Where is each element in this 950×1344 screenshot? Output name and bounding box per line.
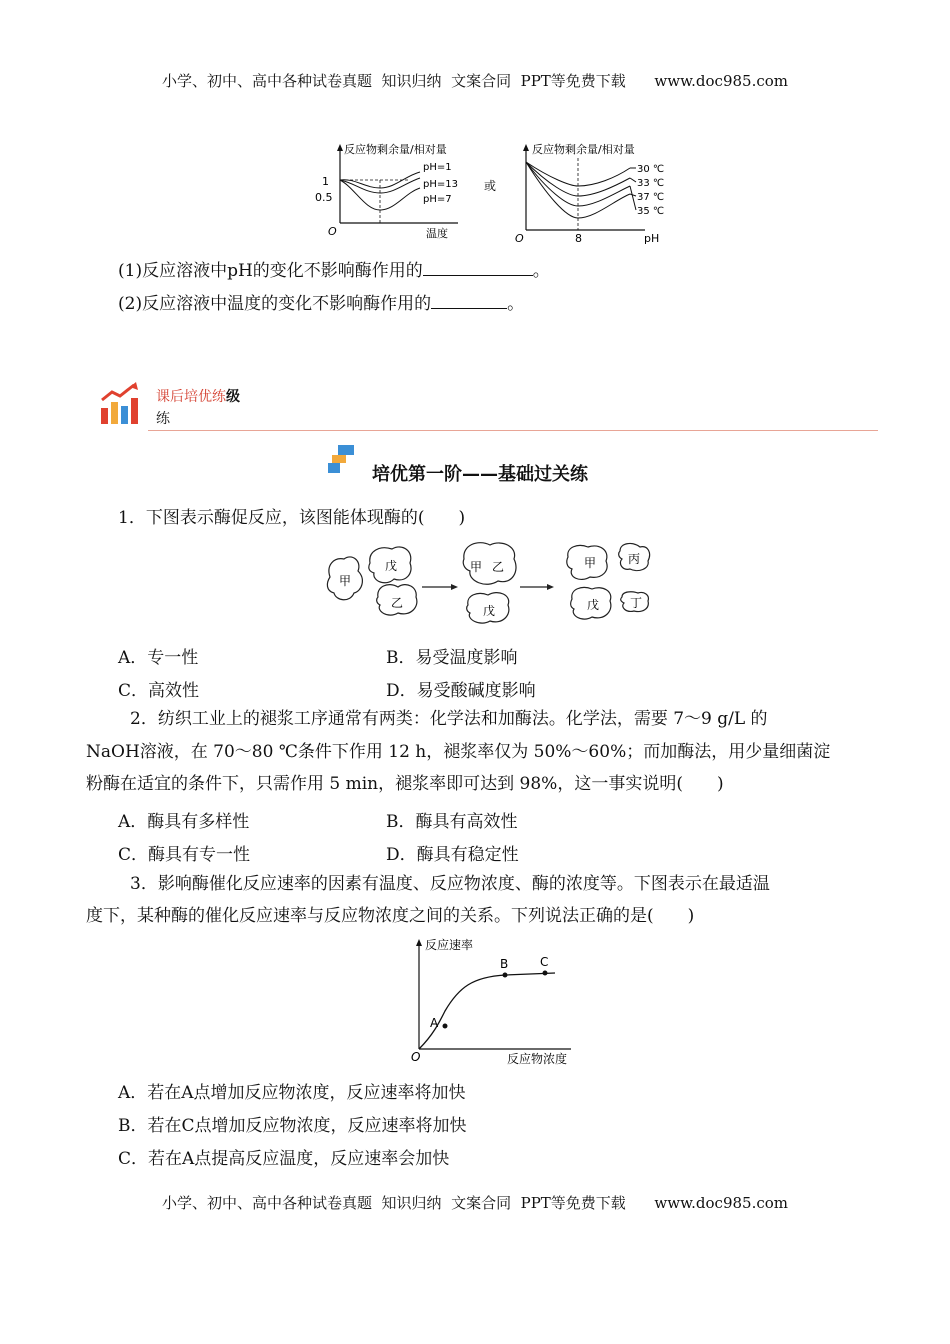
q3-line-2: 度下，某种酶的催化反应速率与反应物浓度之间的关系。下列说法正确的是( ): [86, 906, 695, 926]
or-text: 或: [484, 179, 497, 193]
q3-point-c: [543, 971, 548, 976]
left-ytick-1: 1: [322, 175, 329, 188]
enzyme-curves-figure: [310, 138, 680, 250]
lesson-tag-line1: 课后培优练级: [156, 389, 240, 405]
q2-line-2: NaOH溶液，在 70～80 ℃条件下作用 12 h，褪浆率仅为 50%～60%；而加酶法，用少量细菌淀: [86, 742, 831, 762]
left-ytick-05: 0.5: [315, 191, 333, 204]
q1-label-wu-3: 戊: [587, 598, 600, 612]
right-origin: O: [515, 232, 524, 245]
q3-option-c[interactable]: C．若在A点提高反应温度，反应速率会加快: [118, 1149, 450, 1169]
page-footer: 小学、初中、高中各种试卷真题 知识归纳 文案合同 PPT等免费下载 www.doc985.com: [162, 1194, 789, 1212]
q2-line-3: 粉酶在适宜的条件下，只需作用 5 min，褪浆率即可达到 98%，这一事实说明( ): [86, 774, 724, 794]
growth-chart-icon: [98, 382, 144, 426]
q2-option-c[interactable]: C．酶具有专一性: [118, 845, 251, 865]
q1-label-bing: 丙: [628, 552, 641, 566]
q1-option-a[interactable]: A．专一性: [118, 648, 199, 668]
q1-stem: 1．下图表示酶促反应，该图能体现酶的( ): [118, 508, 466, 528]
q3-point-a: [443, 1024, 448, 1029]
q3-line-1: 3．影响酶催化反应速率的因素有温度、反应物浓度、酶的浓度等。下图表示在最适温: [130, 874, 770, 894]
label-35c: 35 ℃: [637, 206, 665, 217]
q3-xlabel: 反应物浓度: [507, 1052, 568, 1066]
q3-ylabel: 反应速率: [425, 938, 474, 952]
label-30c: 30 ℃: [637, 164, 665, 175]
q3-label-a: A: [430, 1016, 439, 1030]
q1-label-wu-1: 戊: [385, 559, 398, 573]
right-ylabel: 反应物剩余量/相对量: [532, 143, 635, 156]
q3-option-a[interactable]: A．若在A点增加反应物浓度，反应速率将加快: [118, 1083, 466, 1103]
right-xtick: 8: [575, 232, 582, 245]
left-xlabel: 温度: [426, 227, 448, 240]
ph-graph: [515, 142, 664, 245]
section-divider: [148, 430, 878, 431]
q1-label-jia-3: 甲: [584, 556, 597, 570]
q1-label-yi-2: 乙: [492, 560, 505, 574]
q1-label-jia-2: 甲: [470, 560, 483, 574]
left-origin: O: [328, 225, 337, 238]
section-title: 培优第一阶——基础过关练: [372, 464, 588, 485]
q1-label-jia-1: 甲: [339, 574, 352, 588]
answer-blank-2[interactable]: [431, 292, 507, 309]
label-ph1: pH=1: [423, 162, 452, 173]
page-header: 小学、初中、高中各种试卷真题 知识归纳 文案合同 PPT等免费下载 www.doc985.com: [162, 72, 789, 90]
q3-point-b: [503, 973, 508, 978]
q1-label-ding: 丁: [630, 596, 643, 610]
prev-question-1: (1)反应溶液中pH的变化不影响酶作用的 。: [118, 261, 550, 281]
lesson-tag-line2: 练: [156, 411, 170, 427]
q1-option-b[interactable]: B．易受温度影响: [386, 648, 518, 668]
q3-option-b[interactable]: B．若在C点增加反应物浓度，反应速率将加快: [118, 1116, 467, 1136]
q3-rate-curve: [419, 973, 555, 1049]
right-xlabel: pH: [644, 232, 660, 245]
prev-question-2: (2)反应溶液中温度的变化不影响酶作用的 。: [118, 294, 525, 314]
enzyme-reaction-figure: [322, 535, 662, 630]
label-ph7: pH=7: [423, 194, 452, 205]
q2-option-d[interactable]: D．酶具有稳定性: [386, 845, 519, 865]
q2-option-b[interactable]: B．酶具有高效性: [386, 812, 518, 832]
q1-label-yi-1: 乙: [391, 596, 404, 610]
q2-line-1: 2．纺织工业上的褪浆工序通常有两类：化学法和加酶法。化学法，需要 7～9 g/L 的: [130, 709, 768, 729]
q1-option-c[interactable]: C．高效性: [118, 681, 200, 701]
stairs-icon: [328, 443, 368, 475]
answer-blank-1[interactable]: [423, 259, 533, 276]
label-37c: 37 ℃: [637, 192, 665, 203]
q3-label-c: C: [540, 955, 549, 969]
temperature-graph: [315, 142, 458, 240]
label-33c: 33 ℃: [637, 178, 665, 189]
reaction-rate-graph: [405, 935, 585, 1070]
label-ph13: pH=13: [423, 179, 458, 190]
q1-label-wu-2: 戊: [483, 604, 496, 618]
q3-origin: O: [411, 1050, 421, 1064]
q1-option-d[interactable]: D．易受酸碱度影响: [386, 681, 536, 701]
q2-option-a[interactable]: A．酶具有多样性: [118, 812, 250, 832]
q3-label-b: B: [500, 957, 509, 971]
left-ylabel: 反应物剩余量/相对量: [344, 143, 447, 156]
